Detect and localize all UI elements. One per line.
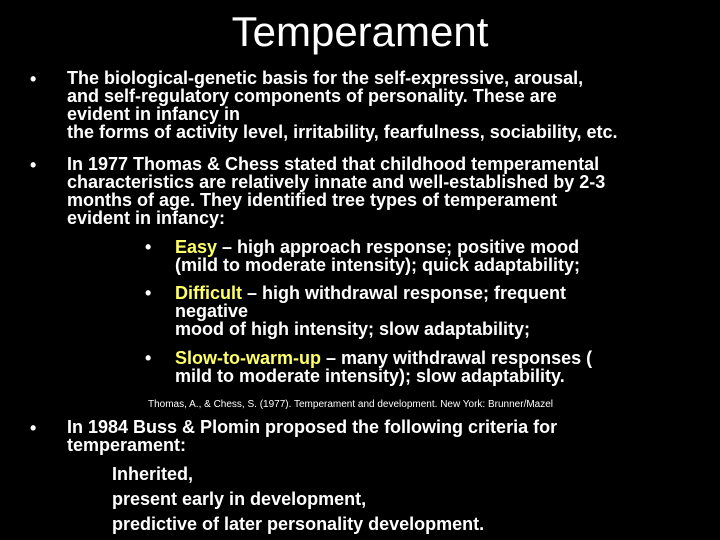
bullet-thomas-chess (67, 155, 707, 227)
criterion-item: Inherited, (112, 464, 194, 484)
type-line: mood of high intensity; slow adaptability; (175, 319, 530, 339)
bullet-buss-plomin (67, 418, 707, 454)
slide-title: Temperament (231, 8, 489, 55)
bullet-definition (67, 69, 707, 141)
bullet-line: In 1977 Thomas & Chess stated that childhood temperamental (67, 154, 600, 174)
bullet-line: the forms of activity level, irritability, fearfulness, sociability, etc. (67, 122, 618, 142)
bullet-line: The biological-genetic basis for the self-expressive, arousal, (67, 68, 584, 88)
type-name: Slow-to-warm-up (175, 348, 321, 368)
bullet-line: and self-regulatory components of personality. These are (67, 86, 557, 106)
criterion-item: predictive of later personality development. (112, 514, 485, 534)
sub-bullet-marker: • (145, 348, 152, 368)
type-line: mild to moderate intensity); slow adaptability. (175, 366, 565, 386)
type-description: – many withdrawal responses ( (321, 348, 593, 368)
type-name: Difficult (175, 283, 242, 303)
bullet-line: evident in infancy in (67, 104, 241, 124)
bullet-line: characteristics are relatively innate and well-established by 2-3 (67, 172, 606, 192)
sub-bullet-marker: • (145, 237, 152, 257)
type-description: – high withdrawal response; frequent (242, 283, 567, 303)
bullet-marker: • (30, 155, 37, 175)
type-description: – high approach response; positive mood (217, 237, 580, 257)
type-line: (mild to moderate intensity); quick adaptability; (175, 255, 581, 275)
criterion-item: present early in development, (112, 489, 367, 509)
bullet-line: evident in infancy: (67, 208, 226, 228)
citation: Thomas, A., & Chess, S. (1977). Temperament and development. New York: Brunner/Mazel (148, 399, 554, 410)
bullet-line: In 1984 Buss & Plomin proposed the following criteria for (67, 417, 558, 437)
bullet-line: months of age. They identified tree types of temperament (67, 190, 558, 210)
bullet-marker: • (30, 418, 37, 438)
bullet-marker: • (30, 69, 37, 89)
type-line: negative (175, 301, 249, 321)
sub-bullet-marker: • (145, 283, 152, 303)
type-name: Easy (175, 237, 218, 257)
bullet-line: temperament: (67, 435, 187, 455)
